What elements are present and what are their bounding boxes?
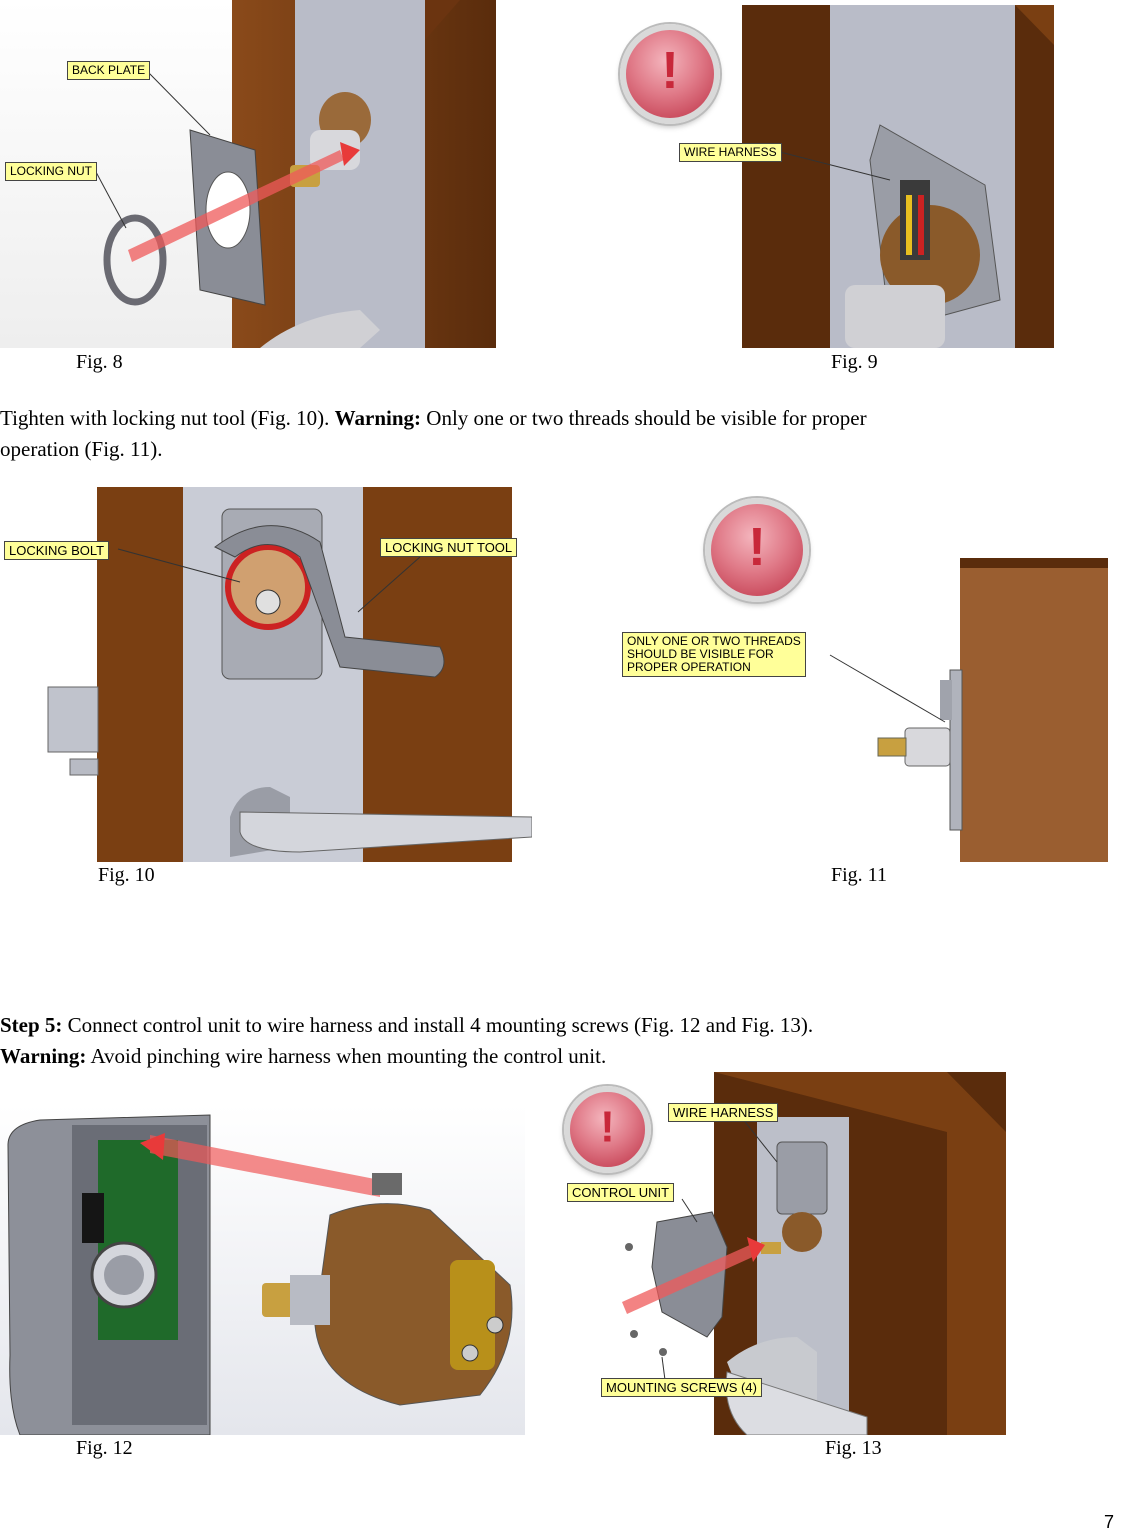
fig8-caption: Fig. 8: [76, 351, 123, 373]
step5-warning-label: Warning:: [0, 1044, 87, 1068]
callout-wire-harness: WIRE HARNESS: [668, 1103, 778, 1122]
callout-mounting-screws: MOUNTING SCREWS (4): [601, 1378, 762, 1397]
callout-locking-nut: LOCKING NUT: [5, 162, 97, 181]
fig10-illustration: [0, 487, 532, 862]
fig10-caption: Fig. 10: [98, 864, 155, 886]
fig13-illustration: [527, 1072, 1040, 1435]
callout-locking-bolt: LOCKING BOLT: [4, 541, 109, 560]
callout-threads-line3: PROPER OPERATION: [627, 660, 751, 674]
callout-control-unit: CONTROL UNIT: [567, 1183, 674, 1202]
callout-locking-nut-tool: LOCKING NUT TOOL: [380, 538, 517, 557]
tighten-instruction: [0, 403, 1100, 465]
warning-icon: !: [705, 498, 809, 602]
callout-threads: [622, 632, 806, 677]
callout-wire-harness: WIRE HARNESS: [679, 143, 782, 162]
fig11-caption: Fig. 11: [831, 864, 887, 886]
fig11-illustration: [600, 490, 1108, 862]
callout-threads-line2: SHOULD BE VISIBLE FOR: [627, 647, 774, 661]
tighten-text-line2: operation (Fig. 11).: [0, 437, 163, 461]
step5-text: Connect control unit to wire harness and install 4 mounting screws (Fig. 12 and Fig. 13).: [62, 1013, 814, 1037]
page-number: 7: [1104, 1512, 1115, 1532]
warning-icon: !: [620, 24, 720, 124]
callout-threads-line1: ONLY ONE OR TWO THREADS: [627, 634, 801, 648]
fig8-illustration: [0, 0, 496, 348]
fig13-caption: Fig. 13: [825, 1437, 882, 1459]
fig12-illustration: [0, 1105, 525, 1435]
step5-label: Step 5:: [0, 1013, 63, 1037]
callout-back-plate: BACK PLATE: [67, 61, 150, 80]
tighten-warning-label: Warning:: [334, 406, 422, 430]
fig9-caption: Fig. 9: [831, 351, 878, 373]
fig12-caption: Fig. 12: [76, 1437, 133, 1459]
fig9-illustration: [590, 0, 1056, 348]
step5-instruction: [0, 1010, 1100, 1072]
tighten-warning-text: Only one or two threads should be visible for proper: [421, 406, 867, 430]
warning-icon: !: [564, 1086, 651, 1173]
step5-warning-text: Avoid pinching wire harness when mounting the control unit.: [86, 1044, 607, 1068]
tighten-text: Tighten with locking nut tool (Fig. 10).: [0, 406, 335, 430]
